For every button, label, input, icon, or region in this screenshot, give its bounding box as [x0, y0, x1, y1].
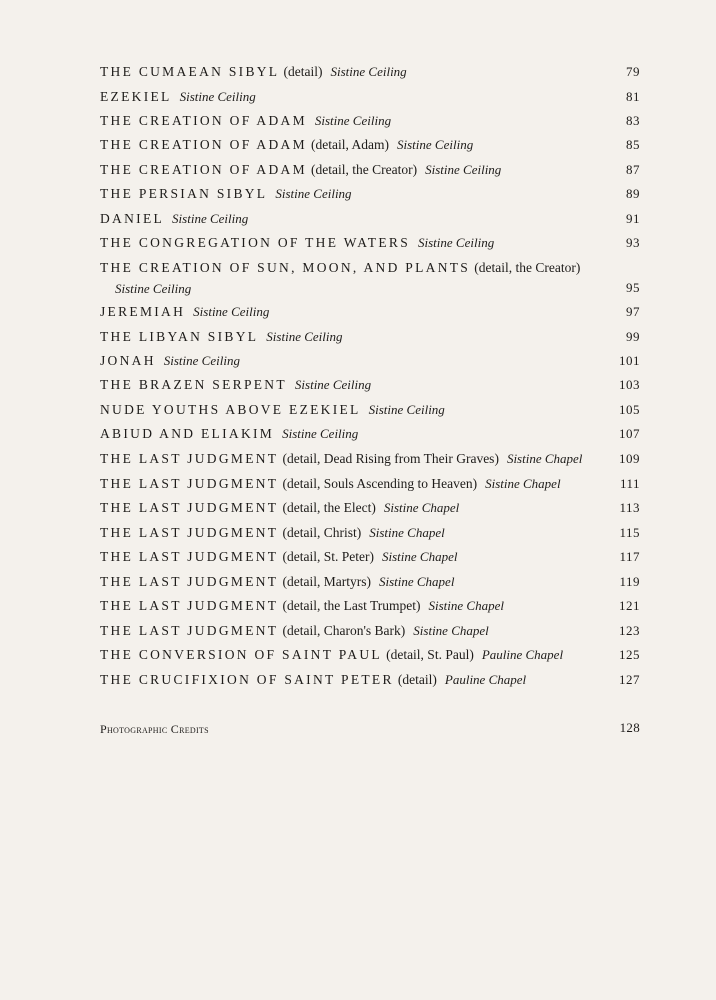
entry-location: Sistine Ceiling: [314, 113, 392, 128]
entry-title: THE CUMAEAN SIBYL: [100, 64, 280, 79]
toc-entry: [100, 572, 640, 593]
entry-location: Sistine Chapel: [381, 549, 458, 564]
entry-page-number: 125: [619, 647, 640, 662]
entry-detail: (detail, Charon's Bark): [282, 623, 406, 638]
entry-location: Sistine Ceiling: [275, 186, 352, 201]
toc-entry: [100, 111, 640, 132]
entry-title: THE BRAZEN SERPENT: [100, 377, 287, 392]
toc-entry: [100, 375, 640, 396]
entry-title: DANIEL: [100, 211, 165, 226]
toc-entry: [100, 547, 640, 568]
entry-location: Sistine Chapel: [506, 451, 583, 466]
entry-location: Sistine Ceiling: [193, 304, 270, 319]
entry-title: THE CREATION OF ADAM: [100, 137, 307, 152]
toc-entry: [100, 645, 640, 666]
entry-title: EZEKIEL: [100, 89, 172, 104]
entry-location: Sistine Ceiling: [163, 353, 240, 368]
entry-detail: (detail, Adam): [311, 137, 390, 152]
toc-entry: [100, 424, 640, 445]
entry-title: THE CREATION OF ADAM: [100, 113, 307, 128]
entry-location: Sistine Ceiling: [282, 426, 359, 441]
entry-detail: (detail, Christ): [282, 525, 362, 540]
toc-entry: [100, 523, 640, 544]
entry-page-number: 107: [619, 426, 640, 441]
entry-page-number: 85: [626, 137, 640, 152]
toc-entry: [100, 327, 640, 348]
entry-page-number: 119: [619, 574, 640, 589]
toc-entry: [100, 449, 640, 470]
entry-location: Sistine Chapel: [383, 500, 460, 515]
entry-title: THE CREATION OF ADAM: [100, 162, 307, 177]
credits-page-number: 128: [619, 720, 640, 735]
entry-title: THE CONVERSION OF SAINT PAUL: [100, 647, 382, 662]
entry-location: Pauline Chapel: [444, 672, 527, 687]
entry-page-number: 97: [626, 304, 640, 319]
entry-location: Sistine Ceiling: [330, 64, 407, 79]
entry-title: THE LAST JUDGMENT: [100, 451, 279, 466]
entry-title: THE LAST JUDGMENT: [100, 598, 279, 613]
toc-entry: [100, 209, 640, 230]
entry-detail: (detail, the Last Trumpet): [282, 598, 421, 613]
entry-title: THE PERSIAN SIBYL: [100, 186, 268, 201]
toc-entry: [100, 233, 640, 254]
entry-location: Sistine Ceiling: [294, 377, 372, 392]
entry-title: THE CREATION OF SUN, MOON, AND PLANTS: [100, 260, 471, 275]
entry-page-number: 87: [626, 162, 640, 177]
entry-detail: (detail, the Creator): [474, 260, 581, 275]
entry-location: Sistine Ceiling: [425, 162, 502, 177]
entry-detail: (detail): [283, 64, 323, 79]
entry-page-number: 121: [619, 598, 640, 613]
entry-title: THE CRUCIFIXION OF SAINT PETER: [100, 672, 394, 687]
credits-label: Photographic Credits: [100, 722, 209, 736]
toc-entry: [100, 498, 640, 519]
entry-title: ABIUD AND ELIAKIM: [100, 426, 275, 441]
entry-title: THE LAST JUDGMENT: [100, 574, 279, 589]
entry-location: Sistine Chapel: [485, 476, 561, 491]
entry-location: Sistine Chapel: [378, 574, 455, 589]
toc-entry: [100, 302, 640, 323]
toc-entry: [100, 596, 640, 617]
entry-location: Sistine Chapel: [413, 623, 489, 638]
entry-page-number: 109: [619, 451, 640, 466]
entry-page-number: 89: [626, 186, 640, 201]
entry-page-number: 115: [619, 525, 640, 540]
entry-page-number: 99: [626, 329, 640, 344]
toc-entry: [100, 474, 640, 495]
entry-detail: (detail): [397, 672, 437, 687]
entry-detail: (detail, St. Paul): [386, 647, 474, 662]
entry-page-number: 111: [619, 476, 640, 491]
entry-title: THE LAST JUDGMENT: [100, 476, 279, 491]
entry-location: Pauline Chapel: [481, 647, 564, 662]
entry-location: Sistine Chapel: [428, 598, 504, 613]
toc-entry: [100, 135, 640, 156]
entry-detail: (detail, Dead Rising from Their Graves): [282, 451, 499, 466]
entry-location: Sistine Ceiling: [397, 137, 474, 152]
entry-title: THE LIBYAN SIBYL: [100, 329, 259, 344]
entry-title: THE LAST JUDGMENT: [100, 500, 279, 515]
entry-title: THE LAST JUDGMENT: [100, 623, 279, 638]
entry-location: Sistine Ceiling: [418, 235, 495, 250]
entry-page-number: 93: [626, 235, 640, 250]
entry-location: Sistine Ceiling: [266, 329, 343, 344]
entry-page-number: 81: [626, 89, 640, 104]
entry-page-number: 79: [626, 64, 640, 79]
entry-page-number: 113: [619, 500, 640, 515]
entry-location: Sistine Ceiling: [115, 281, 192, 296]
photographic-credits-entry: [100, 722, 640, 737]
entry-location: Sistine Ceiling: [368, 402, 445, 417]
entry-title: JEREMIAH: [100, 304, 186, 319]
entry-detail: (detail, the Creator): [311, 162, 418, 177]
toc-entry: [100, 258, 640, 300]
entry-page-number: 105: [619, 402, 640, 417]
toc-entry: [100, 351, 640, 372]
entry-title: THE LAST JUDGMENT: [100, 525, 279, 540]
toc-entry: [100, 62, 640, 83]
entry-location: Sistine Ceiling: [172, 211, 249, 226]
toc-entry: [100, 400, 640, 421]
entry-page-number: 83: [626, 113, 640, 128]
entry-detail: (detail, Martyrs): [282, 574, 371, 589]
entry-title: THE CONGREGATION OF THE WATERS: [100, 235, 411, 250]
entry-location: Sistine Chapel: [369, 525, 445, 540]
entry-title: THE LAST JUDGMENT: [100, 549, 279, 564]
toc-entry: [100, 160, 640, 181]
entry-page-number: 101: [619, 353, 640, 368]
entry-page-number: 117: [619, 549, 640, 564]
entry-page-number: 91: [626, 211, 640, 226]
entry-page-number: 123: [619, 623, 640, 638]
entry-page-number: 103: [619, 377, 640, 392]
toc-entry: [100, 670, 640, 691]
entry-page-number: 95: [626, 280, 640, 295]
entry-page-number: 127: [619, 672, 640, 687]
toc-entry: [100, 184, 640, 205]
entry-location: Sistine Ceiling: [179, 89, 256, 104]
entry-detail: (detail, St. Peter): [282, 549, 374, 564]
entry-detail: (detail, Souls Ascending to Heaven): [282, 476, 478, 491]
entry-detail: (detail, the Elect): [282, 500, 376, 515]
toc-entry: [100, 621, 640, 642]
entry-title: NUDE YOUTHS ABOVE EZEKIEL: [100, 402, 361, 417]
entry-title: JONAH: [100, 353, 156, 368]
toc-entry: [100, 87, 640, 108]
